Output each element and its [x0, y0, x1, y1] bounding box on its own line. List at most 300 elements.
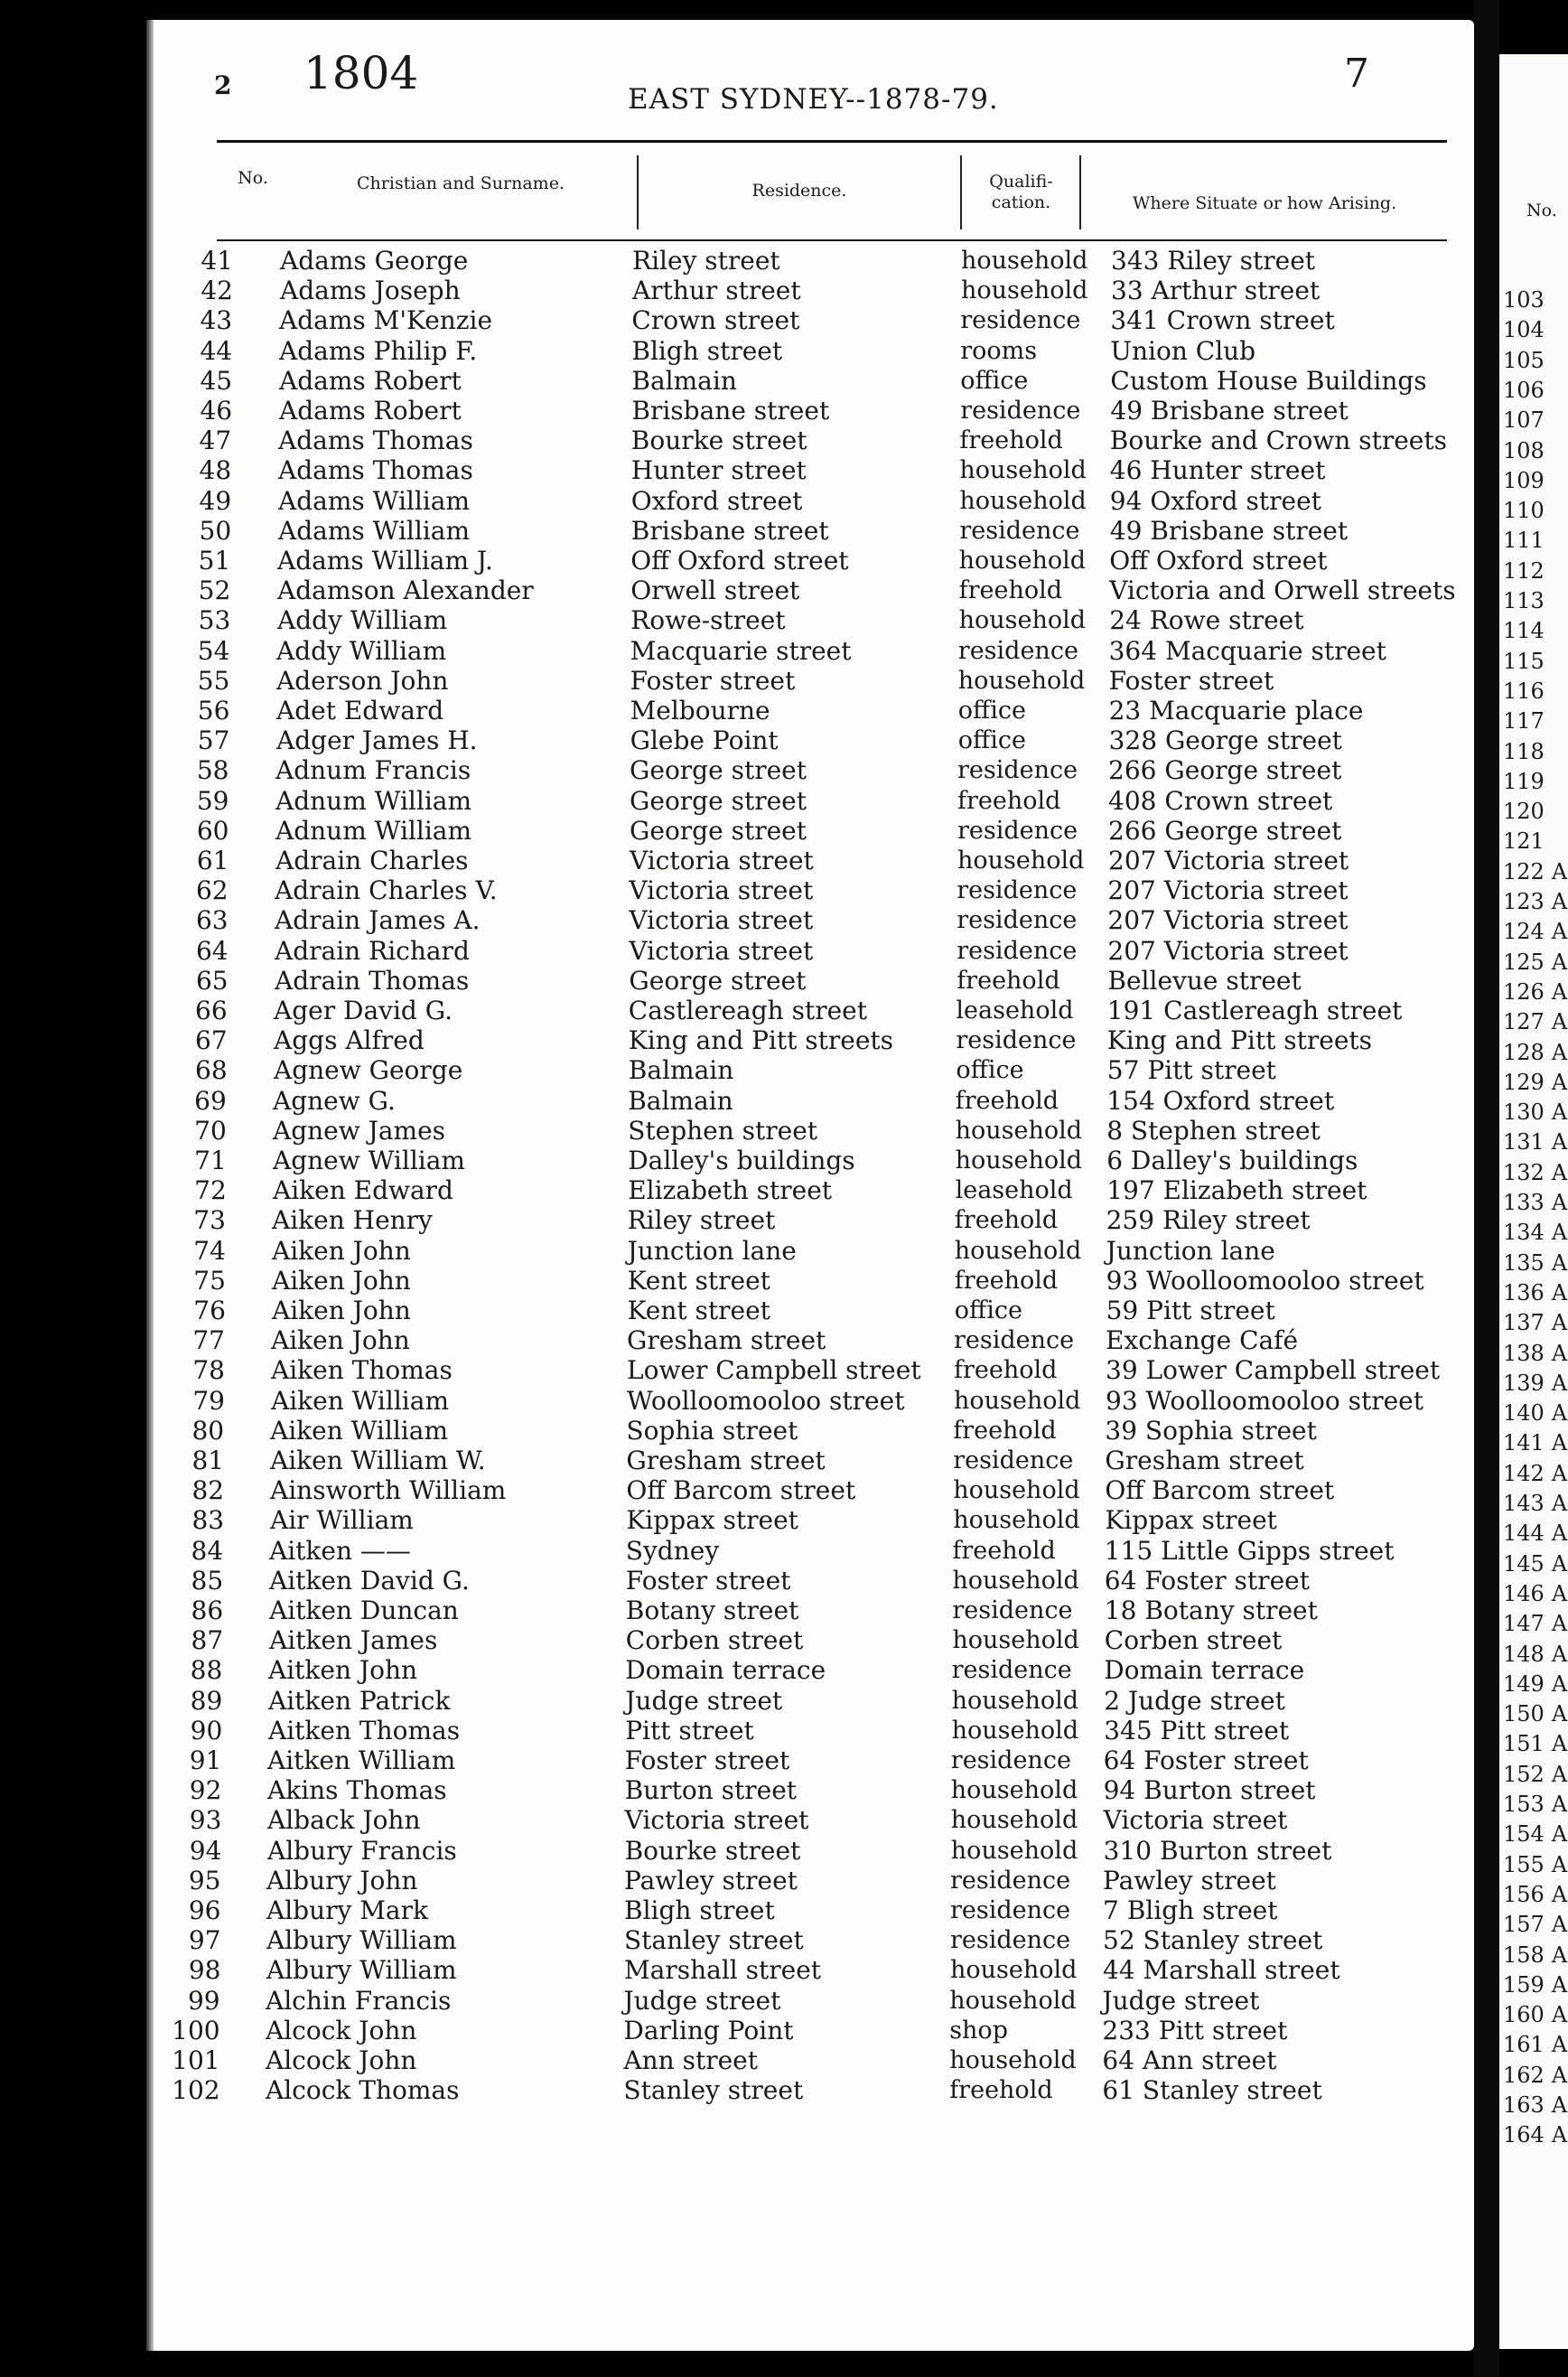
adjacent-row — [1503, 2030, 1568, 2060]
qualification-location: 39 Lower Campbell street — [1106, 1355, 1441, 1386]
elector-qualification: household — [949, 1986, 1077, 2015]
row-number: 45 — [200, 365, 233, 396]
elector-residence: Oxford street — [630, 485, 803, 516]
adjacent-row-initial: A — [1551, 1340, 1568, 1366]
elector-qualification: household — [957, 666, 1086, 695]
adjacent-row-number: 112 — [1503, 557, 1545, 584]
adjacent-row-initial: A — [1551, 949, 1568, 975]
elector-residence: Marshall street — [624, 1955, 822, 1986]
table-row — [0, 875, 1474, 905]
elector-residence: Gresham street — [627, 1325, 826, 1356]
elector-qualification: residence — [957, 906, 1078, 935]
elector-qualification: household — [951, 1716, 1079, 1745]
elector-name: Adams William — [278, 515, 471, 546]
elector-qualification: residence — [960, 397, 1081, 425]
elector-residence: Pawley street — [624, 1865, 798, 1895]
table-row — [0, 605, 1474, 635]
row-number: 46 — [200, 396, 233, 426]
elector-name: Adams M'Kenzie — [279, 305, 493, 336]
adjacent-row — [1503, 315, 1568, 345]
elector-name: Aitken John — [268, 1655, 418, 1686]
adjacent-row — [1503, 1880, 1568, 1910]
adjacent-row — [1503, 1158, 1568, 1188]
adjacent-row — [1503, 1188, 1568, 1218]
table-row — [0, 816, 1474, 846]
adjacent-row-number: 109 — [1503, 467, 1545, 493]
elector-residence: Domain terrace — [625, 1655, 826, 1686]
table-row — [0, 546, 1474, 576]
elector-residence: Stephen street — [628, 1115, 818, 1146]
adjacent-row — [1503, 1670, 1568, 1699]
table-row — [0, 486, 1474, 516]
adjacent-row-number: 149 — [1503, 1670, 1545, 1697]
row-number: 87 — [191, 1625, 224, 1656]
table-row — [0, 1086, 1474, 1116]
adjacent-row — [1503, 1428, 1568, 1458]
elector-name: Agnew James — [273, 1115, 446, 1146]
elector-residence: Burton street — [624, 1775, 798, 1806]
adjacent-row — [1503, 1369, 1568, 1399]
adjacent-row-initial: A — [1551, 1279, 1568, 1305]
table-row — [0, 696, 1474, 725]
table-row — [0, 996, 1474, 1025]
elector-residence: George street — [630, 785, 807, 816]
row-number: 71 — [194, 1146, 227, 1175]
adjacent-row-number: 150 — [1503, 1701, 1545, 1727]
elector-qualification: residence — [950, 1746, 1071, 1774]
adjacent-row — [1503, 647, 1568, 677]
adjacent-row — [1503, 887, 1568, 917]
adjacent-row — [1503, 677, 1568, 707]
adjacent-row — [1503, 827, 1568, 856]
row-number: 59 — [196, 785, 229, 816]
adjacent-row-initial: A — [1551, 1670, 1568, 1697]
adjacent-row — [1503, 2000, 1568, 2030]
elector-name: Aitken Duncan — [269, 1596, 459, 1625]
adjacent-row-initial: A — [1551, 1641, 1568, 1667]
elector-name: Adams Thomas — [278, 426, 473, 456]
qualification-location: 207 Victoria street — [1107, 875, 1349, 906]
elector-name: Akins Thomas — [267, 1775, 447, 1806]
adjacent-row-initial: A — [1551, 1821, 1568, 1848]
adjacent-row-number: 148 — [1503, 1641, 1545, 1667]
adjacent-row — [1503, 737, 1568, 767]
row-number: 61 — [196, 846, 229, 875]
adjacent-row — [1503, 1579, 1568, 1609]
elector-qualification: freehold — [954, 1206, 1059, 1235]
elector-qualification: household — [950, 1776, 1078, 1805]
qualification-location: Foster street — [1108, 665, 1274, 696]
elector-qualification: residence — [951, 1656, 1072, 1685]
adjacent-row-number: 139 — [1503, 1370, 1545, 1396]
elector-residence: Corben street — [625, 1625, 804, 1656]
elector-qualification: residence — [952, 1596, 1073, 1624]
elector-residence: Dalley's buildings — [628, 1146, 855, 1175]
row-number: 54 — [197, 635, 230, 666]
adjacent-row-initial: A — [1551, 1792, 1568, 1817]
elector-qualification: household — [954, 1236, 1082, 1265]
elector-residence: Bligh street — [624, 1895, 775, 1925]
adjacent-row — [1503, 1609, 1568, 1639]
row-number: 98 — [188, 1955, 221, 1986]
elector-name: Aderson John — [276, 665, 449, 696]
table-row — [0, 666, 1474, 696]
row-number: 72 — [194, 1175, 227, 1206]
adjacent-row — [1503, 1399, 1568, 1428]
adjacent-row-number: 111 — [1503, 528, 1545, 554]
table-row — [0, 1386, 1474, 1416]
elector-qualification: household — [953, 1476, 1080, 1505]
adjacent-row — [1503, 948, 1568, 978]
elector-qualification: residence — [950, 1896, 1071, 1924]
elector-qualification: office — [954, 1296, 1022, 1324]
table-row — [0, 1895, 1474, 1925]
elector-name: Albury Mark — [266, 1895, 428, 1925]
elector-residence: Stanley street — [623, 2075, 804, 2106]
elector-name: Aggs Alfred — [274, 1025, 425, 1056]
elector-residence: Kent street — [627, 1265, 770, 1296]
elector-name: Alchin Francis — [266, 1985, 452, 2016]
row-number: 93 — [189, 1805, 222, 1836]
adjacent-row-number: 158 — [1503, 1942, 1545, 1968]
table-row — [0, 1716, 1474, 1745]
elector-name: Agnew G. — [273, 1085, 396, 1116]
elector-residence: Riley street — [627, 1205, 776, 1236]
row-number: 80 — [191, 1415, 225, 1446]
elector-name: Ainsworth William — [270, 1475, 507, 1506]
row-number: 49 — [199, 485, 232, 516]
row-number: 57 — [197, 725, 230, 756]
elector-name: Aiken Edward — [273, 1175, 453, 1206]
elector-name: Aitken David G. — [269, 1565, 470, 1596]
table-row — [0, 1625, 1474, 1655]
table-row — [0, 1775, 1474, 1805]
elector-name: Air William — [270, 1505, 414, 1536]
table-row — [0, 1025, 1474, 1055]
adjacent-row-number: 156 — [1503, 1881, 1545, 1907]
table-row — [0, 1205, 1474, 1235]
qualification-location: Victoria street — [1103, 1805, 1288, 1836]
elector-name: Aitken Thomas — [268, 1715, 461, 1745]
adjacent-row — [1503, 1970, 1568, 2000]
elector-residence: Bourke street — [630, 426, 807, 456]
elector-qualification: household — [957, 847, 1085, 875]
adjacent-row — [1503, 1339, 1568, 1369]
elector-name: Adnum William — [275, 785, 472, 816]
adjacent-row — [1503, 2120, 1568, 2150]
adjacent-row — [1503, 1278, 1568, 1308]
row-number: 81 — [191, 1446, 225, 1475]
adjacent-row-number: 131 — [1503, 1129, 1545, 1156]
adjacent-row-initial: A — [1551, 1731, 1568, 1757]
row-number: 65 — [195, 965, 229, 996]
column-header-name: Christian and Surname. — [357, 173, 565, 193]
row-number: 69 — [194, 1085, 227, 1116]
table-row — [0, 786, 1474, 816]
adjacent-row — [1503, 1308, 1568, 1338]
qualification-location: Judge street — [1102, 1985, 1260, 2016]
row-number: 85 — [191, 1565, 224, 1596]
elector-qualification: household — [955, 1146, 1083, 1174]
elector-qualification: freehold — [957, 966, 1060, 995]
adjacent-row — [1503, 857, 1568, 887]
adjacent-row — [1503, 436, 1568, 466]
elector-residence: Victoria street — [629, 905, 814, 936]
table-row — [0, 1866, 1474, 1895]
elector-qualification: household — [958, 547, 1087, 575]
elector-qualification: freehold — [954, 1356, 1058, 1385]
adjacent-row-number: 114 — [1503, 618, 1545, 644]
elector-qualification: rooms — [960, 336, 1038, 365]
elector-qualification: freehold — [954, 1266, 1059, 1295]
adjacent-row-number: 136 — [1503, 1279, 1545, 1305]
adjacent-page-header: No. — [1526, 201, 1557, 220]
elector-residence: Rowe-street — [630, 605, 786, 636]
adjacent-row — [1503, 1850, 1568, 1880]
adjacent-row-number: 125 — [1503, 949, 1545, 975]
adjacent-row-number: 105 — [1503, 347, 1545, 373]
adjacent-row-initial: A — [1551, 1129, 1568, 1156]
elector-qualification: household — [961, 247, 1088, 275]
elector-name: Adams Philip F. — [279, 335, 478, 366]
adjacent-row-initial: A — [1551, 1580, 1568, 1606]
adjacent-row-number: 153 — [1503, 1792, 1545, 1817]
qualification-location: Bourke and Crown streets — [1109, 426, 1447, 456]
adjacent-row — [1503, 1820, 1568, 1849]
elector-name: Alcock John — [266, 2045, 417, 2075]
adjacent-row-number: 127 — [1503, 1009, 1545, 1035]
qualification-location: Custom House Buildings — [1110, 365, 1427, 396]
elector-residence: Victoria street — [630, 846, 814, 875]
adjacent-row-number: 132 — [1503, 1159, 1545, 1185]
qualification-location: 94 Burton street — [1103, 1775, 1316, 1806]
qualification-location: 39 Sophia street — [1105, 1415, 1317, 1446]
row-number: 66 — [195, 996, 228, 1025]
qualification-location: 207 Victoria street — [1108, 846, 1349, 875]
row-number: 92 — [189, 1775, 222, 1806]
elector-name: Aiken John — [272, 1296, 411, 1325]
adjacent-row — [1503, 1068, 1568, 1098]
qualification-location: 6 Dalley's buildings — [1106, 1146, 1358, 1175]
elector-residence: Balmain — [628, 1055, 734, 1086]
elector-qualification: household — [950, 1806, 1078, 1835]
row-number: 68 — [195, 1055, 228, 1086]
table-row — [0, 366, 1474, 396]
adjacent-row — [1503, 1249, 1568, 1278]
elector-qualification: household — [959, 456, 1087, 485]
table-row — [0, 336, 1474, 366]
corner-mark: 7 — [1344, 51, 1369, 97]
qualification-location: 18 Botany street — [1104, 1596, 1318, 1625]
elector-name: Adrain Richard — [275, 935, 470, 966]
elector-name: Adams William — [278, 485, 471, 516]
elector-qualification: freehold — [958, 576, 1063, 605]
elector-residence: Woolloomooloo street — [627, 1385, 905, 1416]
adjacent-row-initial: A — [1551, 2092, 1568, 2118]
qualification-location: King and Pitt streets — [1106, 1025, 1373, 1056]
table-row — [0, 2016, 1474, 2045]
elector-residence: Brisbane street — [630, 515, 829, 546]
row-number: 52 — [198, 576, 231, 606]
elector-name: Adams George — [280, 246, 469, 276]
elector-qualification: household — [954, 1386, 1081, 1415]
elector-qualification: household — [950, 1956, 1078, 1985]
adjacent-row — [1503, 1489, 1568, 1519]
adjacent-row — [1503, 1519, 1568, 1549]
table-row — [0, 936, 1474, 966]
elector-residence: Hunter street — [630, 455, 807, 486]
row-number: 55 — [197, 665, 230, 696]
qualification-location: Union Club — [1110, 335, 1256, 366]
row-number: 76 — [193, 1296, 226, 1325]
adjacent-row — [1503, 466, 1568, 496]
elector-qualification: freehold — [955, 1086, 1059, 1115]
row-number: 73 — [193, 1205, 226, 1236]
adjacent-row-number: 164 — [1503, 2122, 1545, 2148]
table-row — [0, 1475, 1474, 1505]
row-number: 94 — [189, 1835, 222, 1866]
qualification-location: 115 Little Gipps street — [1104, 1535, 1395, 1566]
header-top-rule — [217, 140, 1447, 143]
row-number: 77 — [192, 1325, 225, 1356]
row-number: 95 — [188, 1865, 221, 1895]
table-row — [0, 1745, 1474, 1775]
elector-residence: Foster street — [625, 1565, 791, 1596]
table-row — [0, 905, 1474, 935]
qualification-location: 191 Castlereagh street — [1106, 996, 1403, 1025]
row-number: 88 — [190, 1655, 223, 1686]
adjacent-row-initial: A — [1551, 1039, 1568, 1065]
adjacent-row-initial: A — [1551, 1491, 1568, 1516]
column-divider-residence — [637, 155, 639, 229]
elector-qualification: household — [959, 486, 1087, 515]
adjacent-row-initial: A — [1551, 1611, 1568, 1637]
qualification-location: 154 Oxford street — [1106, 1085, 1335, 1116]
elector-qualification: freehold — [957, 786, 1061, 815]
elector-name: Adet Edward — [276, 696, 444, 725]
elector-residence: Riley street — [632, 246, 780, 276]
elector-residence: Macquarie street — [630, 635, 852, 666]
row-number: 91 — [189, 1745, 222, 1775]
adjacent-row — [1503, 1760, 1568, 1790]
adjacent-row-initial: A — [1551, 889, 1568, 914]
adjacent-row — [1503, 2061, 1568, 2091]
adjacent-row-number: 141 — [1503, 1430, 1545, 1456]
qualification-location: Kippax street — [1105, 1505, 1277, 1536]
row-number: 47 — [199, 426, 232, 456]
elector-residence: Orwell street — [630, 576, 800, 606]
row-number: 63 — [195, 905, 229, 936]
elector-name: Aiken John — [272, 1235, 411, 1266]
qualification-location: 408 Crown street — [1108, 785, 1333, 816]
row-number: 82 — [191, 1475, 225, 1506]
elector-qualification: residence — [956, 1026, 1077, 1055]
qualification-location: Off Oxford street — [1109, 546, 1328, 576]
adjacent-row-number: 142 — [1503, 1460, 1545, 1486]
qualification-location: 23 Macquarie place — [1108, 696, 1364, 725]
adjacent-row — [1503, 526, 1568, 556]
qualification-location: 207 Victoria street — [1107, 935, 1349, 966]
adjacent-row — [1503, 496, 1568, 526]
row-number: 84 — [191, 1535, 224, 1566]
elector-qualification: household — [951, 1686, 1079, 1715]
elector-name: Albury William — [266, 1925, 457, 1956]
row-number: 74 — [193, 1235, 226, 1266]
adjacent-row-number: 128 — [1503, 1039, 1545, 1065]
adjacent-row-initial: A — [1551, 1430, 1568, 1456]
elector-residence: Crown street — [631, 305, 800, 336]
elector-name: Alcock John — [266, 2015, 417, 2045]
adjacent-row-number: 147 — [1503, 1611, 1545, 1637]
elector-name: Aitken —— — [269, 1535, 411, 1566]
elector-residence: Balmain — [628, 1085, 733, 1116]
qualification-location: 24 Rowe street — [1109, 605, 1304, 636]
qualification-location: Bellevue street — [1107, 965, 1302, 996]
qualification-location: Domain terrace — [1104, 1655, 1305, 1686]
elector-residence: Off Oxford street — [630, 546, 849, 576]
table-row — [0, 1175, 1474, 1205]
adjacent-row-number: 126 — [1503, 978, 1545, 1005]
adjacent-row-initial: A — [1551, 1249, 1568, 1276]
row-number: 100 — [172, 2015, 220, 2045]
row-number: 78 — [192, 1355, 225, 1386]
elector-residence: Judge street — [623, 1985, 781, 2016]
table-row — [0, 396, 1474, 426]
adjacent-row-number: 137 — [1503, 1310, 1545, 1336]
qualification-location: 345 Pitt street — [1104, 1715, 1290, 1745]
adjacent-row-number: 162 — [1503, 2062, 1545, 2088]
elector-qualification: residence — [954, 1326, 1075, 1355]
qualification-location: 33 Arthur street — [1111, 276, 1321, 306]
handwritten-number: 1804 — [303, 47, 419, 99]
row-number: 101 — [172, 2045, 220, 2075]
row-number: 50 — [199, 515, 232, 546]
elector-name: Aiken William W. — [270, 1446, 486, 1475]
adjacent-row — [1503, 1549, 1568, 1579]
qualification-location: 364 Macquarie street — [1108, 635, 1386, 666]
elector-residence: George street — [630, 815, 807, 846]
adjacent-row — [1503, 1007, 1568, 1037]
elector-residence: Bligh street — [631, 335, 783, 366]
table-row — [0, 576, 1474, 605]
elector-residence: Kippax street — [626, 1505, 798, 1536]
row-number: 42 — [201, 276, 233, 306]
adjacent-row-initial: A — [1551, 1761, 1568, 1787]
row-number: 79 — [192, 1385, 225, 1416]
adjacent-row-number: 115 — [1503, 648, 1545, 674]
table-row — [0, 1266, 1474, 1296]
adjacent-row-number: 116 — [1503, 678, 1545, 704]
elector-name: Adams Robert — [279, 396, 462, 426]
adjacent-row-initial: A — [1551, 1190, 1568, 1215]
table-row — [0, 1596, 1474, 1625]
elector-qualification: household — [952, 1626, 1079, 1655]
qualification-location: 266 George street — [1108, 755, 1342, 786]
adjacent-row — [1503, 1699, 1568, 1729]
adjacent-row — [1503, 767, 1568, 797]
adjacent-row-number: 108 — [1503, 437, 1545, 463]
row-number: 83 — [191, 1505, 225, 1536]
adjacent-row-initial: A — [1551, 1400, 1568, 1427]
elector-name: Albury William — [266, 1955, 457, 1986]
adjacent-row-initial: A — [1551, 2062, 1568, 2088]
row-number: 51 — [198, 546, 231, 576]
adjacent-row-number: 107 — [1503, 407, 1545, 434]
row-number: 44 — [200, 335, 233, 366]
qualification-location: 61 Stanley street — [1102, 2075, 1322, 2106]
adjacent-row — [1503, 285, 1568, 315]
elector-qualification: household — [955, 1116, 1083, 1145]
